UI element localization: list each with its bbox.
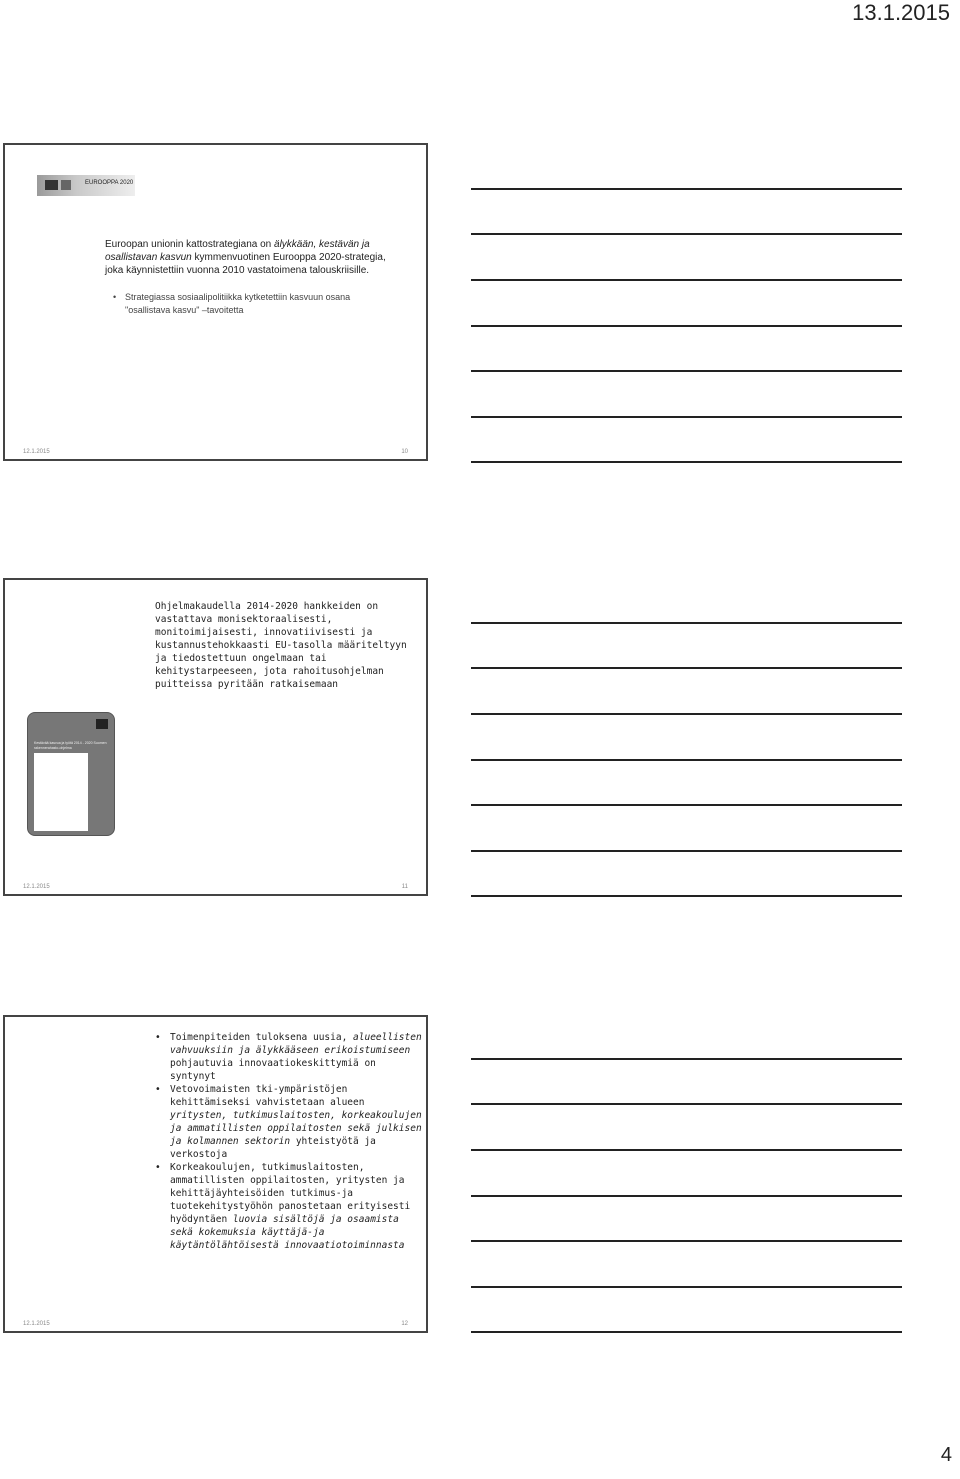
- note-line: [471, 279, 902, 281]
- note-line: [471, 1286, 902, 1288]
- slide-12: [3, 1015, 428, 1333]
- note-line: [471, 1240, 902, 1242]
- note-line: [471, 804, 902, 806]
- body-text: kymmenvuotinen Eurooppa 2020-strategia, joka käynnistettiin vuonna 2010 vastatoimena talouskriisille.: [105, 252, 386, 276]
- slide-body: [155, 1031, 422, 1252]
- slide-10: [3, 143, 428, 461]
- bullet-item: [155, 1161, 422, 1252]
- bullet-item: [155, 1031, 422, 1083]
- page-number: 4: [940, 1444, 952, 1466]
- slide-body: Ohjelmakaudella 2014-2020 hankkeiden on vastattava monisektoraalisesti, monitoimijaisesti, innovatiivisesti ja kustannustehokkaasti EU-tasolla määriteltyyn ja tiedostettuun ongelmaan tai kehitystarpeeseen, jota rahoitusohjelman puitteissa pyritään ratkaisemaan: [155, 601, 407, 690]
- note-line: [471, 850, 902, 852]
- document-page: [34, 753, 88, 831]
- europe-2020-banner: [37, 175, 135, 196]
- bullet-text: Toimenpiteiden tuloksena uusia,: [170, 1032, 354, 1043]
- bullet-emphasis: alueellisten vahvuuksiin ja älykkääseen erikoistumiseen: [170, 1032, 422, 1056]
- bullet-item: [113, 291, 385, 316]
- note-line: [471, 1331, 902, 1333]
- bullet-text: Vetovoimaisten tki-ympäristöjen kehittämiseksi vahvistetaan alueen: [170, 1084, 365, 1108]
- bullet-icon: •: [155, 1084, 161, 1095]
- note-line: [471, 1103, 902, 1105]
- bullet-item: [155, 1083, 422, 1161]
- slide-footer-date: 12.1.2015: [23, 884, 50, 890]
- slide-11: [3, 578, 428, 896]
- note-line: [471, 370, 902, 372]
- note-line: [471, 233, 902, 235]
- header-date: 13.1.2015: [852, 0, 950, 25]
- emblem-icon: [61, 180, 71, 190]
- note-line: [471, 1149, 902, 1151]
- body-text: Euroopan unionin kattostrategiana on: [105, 239, 275, 250]
- note-line: [471, 713, 902, 715]
- note-line: [471, 416, 902, 418]
- bullet-icon: •: [155, 1162, 161, 1173]
- slide-footer-number: 10: [401, 449, 408, 455]
- note-line: [471, 895, 902, 897]
- note-line: [471, 1195, 902, 1197]
- body-emphasis: älykkään, kestävän ja osallistavan kasvun: [105, 239, 370, 263]
- bullet-text: Strategiassa sosiaalipolitiikka kytketettiin kasvuun osana "osallistava kasvu" –tavoitetta: [125, 292, 351, 315]
- note-line: [471, 667, 902, 669]
- note-line: [471, 1058, 902, 1060]
- note-line: [471, 188, 902, 190]
- note-line: [471, 325, 902, 327]
- banner-label: EUROOPPA 2020: [85, 180, 134, 186]
- bullet-emphasis: luovia sisältöjä ja osaamista sekä kokemuksia käyttäjä-ja käytäntölähtöisestä innovaatiotoiminnasta: [170, 1214, 405, 1251]
- bullet-text: pohjautuvia innovaatiokeskittymiä on syntynyt: [170, 1058, 376, 1082]
- program-document-image: [27, 712, 115, 836]
- bullet-emphasis: yritysten, tutkimuslaitosten, korkeakoulujen ja ammatillisten oppilaitosten sekä julkisen ja kolmannen sektorin: [170, 1110, 422, 1147]
- note-line: [471, 759, 902, 761]
- slide-body: [105, 238, 405, 277]
- slide-footer-number: 11: [401, 884, 408, 890]
- slide-footer-date: 12.1.2015: [23, 1321, 50, 1327]
- bullet-icon: •: [113, 292, 117, 302]
- bullet-text: Korkeakoulujen, tutkimuslaitosten, ammatillisten oppilaitosten, yritysten ja kehittäjäyhteisöiden tutkimus-ja tuotekehitystyöhön panostetaan erityisesti hyödyntäen: [170, 1162, 411, 1225]
- bullet-text: yhteistyötä ja verkostoja: [170, 1136, 376, 1160]
- document-caption: Kestävää kasvua ja työtä 2014 - 2020 Suomen rakennerahasto-ohjelma: [34, 741, 107, 750]
- slide-footer-number: 12: [401, 1321, 408, 1327]
- bullet-icon: •: [155, 1032, 161, 1043]
- note-line: [471, 461, 902, 463]
- eu-flag-icon: [45, 180, 58, 190]
- slide-footer-date: 12.1.2015: [23, 449, 50, 455]
- eu-flag-icon: [96, 719, 108, 729]
- note-line: [471, 622, 902, 624]
